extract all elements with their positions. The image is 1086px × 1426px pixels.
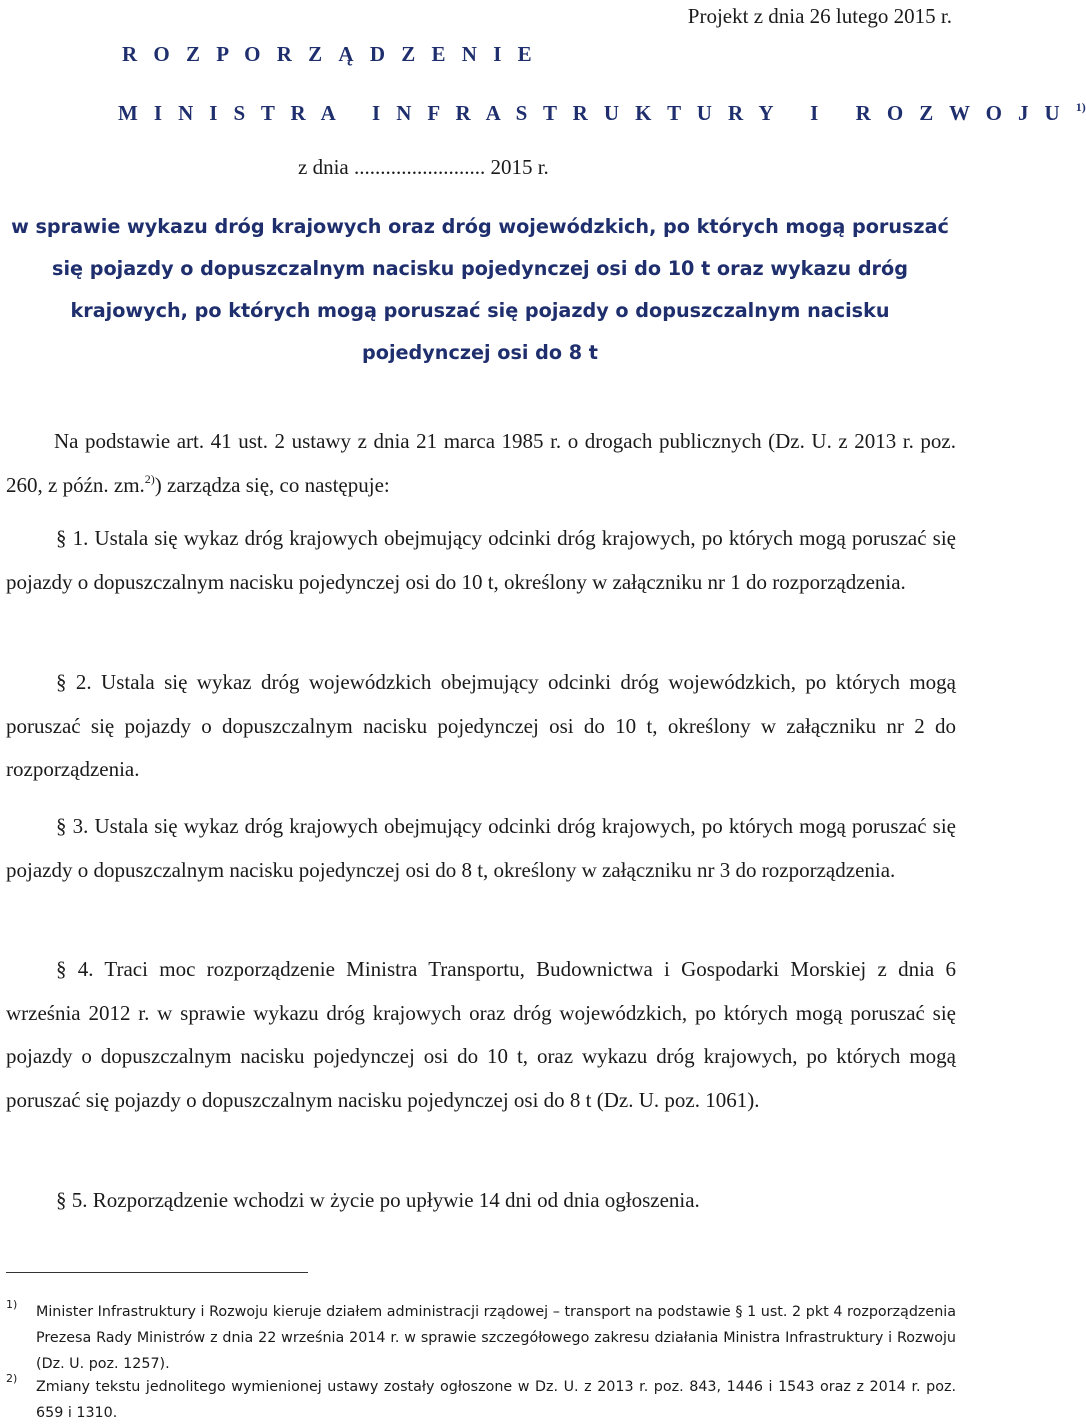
- paragraph-symbol: §: [56, 814, 67, 838]
- footnote-ref-1: 1): [1075, 100, 1086, 114]
- footnote-1: Minister Infrastruktury i Rozwoju kieruje działem administracji rządowej – transport na podstawie § 1 ust. 2 pkt 4 rozporządzenia Prezesa Rady Ministrów z dnia 22 września 2014 r. w sprawie szczegółowego zakresu działania Ministra Infrastruktury i Rozwoju (Dz. U. poz. 1257).: [36, 1304, 956, 1372]
- paragraph-symbol: §: [56, 526, 67, 550]
- paragraph-text: Ustala się wykaz dróg krajowych obejmujący odcinki dróg krajowych, po których mogą poruszać się pojazdy o dopuszczalnym nacisku pojedynczej osi do 8 t, określony w załączniku nr 3 do rozporządzenia.: [6, 814, 957, 882]
- paragraph-2: [6, 661, 956, 792]
- footnote-2-marker: 2): [6, 1372, 18, 1385]
- paragraph-4: [6, 948, 956, 1122]
- paragraph-number: 4.: [77, 957, 94, 981]
- paragraph-3: [6, 805, 956, 892]
- paragraph-number: 5.: [71, 1188, 88, 1212]
- footnote-ref-2: 2): [144, 471, 155, 486]
- document-type-title: R O Z P O R Z Ą D Z E N I E: [122, 42, 538, 66]
- paragraph-symbol: §: [56, 957, 67, 981]
- legal-basis-intro: [6, 420, 956, 507]
- paragraph-text: Ustala się wykaz dróg krajowych obejmujący odcinki dróg krajowych, po których mogą poruszać się pojazdy o dopuszczalnym nacisku pojedynczej osi do 10 t, określony w załączniku nr 1 do rozporządzenia.: [6, 526, 957, 594]
- paragraph-1: [6, 517, 956, 604]
- footnote-1-marker: 1): [6, 1298, 18, 1311]
- intro-text-before: Na podstawie art. 41 ust. 2 ustawy z dnia 21 marca 1985 r. o drogach publicznych (Dz. U. z 2013 r. poz. 260, z późn. zm.: [6, 429, 956, 497]
- date-line: z dnia ......................... 2015 r.: [298, 155, 549, 179]
- document-subject: w sprawie wykazu dróg krajowych oraz dróg wojewódzkich, po których mogą poruszać się pojazdy o dopuszczalnym nacisku pojedynczej osi do 10 t oraz wykazu dróg krajowych, po których mogą poruszać się pojazdy o dopuszczalnym nacisku pojedynczej osi do 8 t: [11, 215, 949, 364]
- paragraph-symbol: §: [56, 670, 67, 694]
- paragraph-text: Ustala się wykaz dróg wojewódzkich obejmujący odcinki dróg wojewódzkich, po których mogą poruszać się pojazdy o dopuszczalnym nacisku pojedynczej osi do 10 t, określony w załączniku nr 2 do rozporządzenia.: [6, 670, 956, 781]
- draft-note: Projekt z dnia 26 lutego 2015 r.: [687, 4, 952, 28]
- issuing-authority-title: [118, 100, 1086, 126]
- paragraph-text: Traci moc rozporządzenie Ministra Transportu, Budownictwa i Gospodarki Morskiej z dnia 6 września 2012 r. w sprawie wykazu dróg krajowych oraz dróg wojewódzkich, po których mogą poruszać się pojazdy o dopuszczalnym nacisku pojedynczej osi do 10 t, oraz wykazu dróg krajowych, po których mogą poruszać się pojazdy o dopuszczalnym nacisku pojedynczej osi do 8 t (Dz. U. poz. 1061).: [6, 957, 956, 1112]
- paragraph-number: 2.: [75, 670, 92, 694]
- paragraph-symbol: §: [56, 1188, 67, 1212]
- paragraph-number: 1.: [72, 526, 89, 550]
- footnote-2: Zmiany tekstu jednolitego wymienionej ustawy zostały ogłoszone w Dz. U. z 2013 r. poz. 843, 1446 i 1543 oraz z 2014 r. poz. 659 i 1310.: [36, 1379, 956, 1421]
- intro-text-after: ) zarządza się, co następuje:: [154, 472, 390, 497]
- footnote-separator: [6, 1272, 308, 1273]
- paragraph-5: [6, 1179, 956, 1223]
- issuing-authority-text: M I N I S T R A I N F R A S T R U K T U R Y I R O Z W O J U: [118, 101, 1066, 125]
- paragraph-text: Rozporządzenie wchodzi w życie po upływie 14 dni od dnia ogłoszenia.: [92, 1188, 700, 1212]
- paragraph-number: 3.: [72, 814, 89, 838]
